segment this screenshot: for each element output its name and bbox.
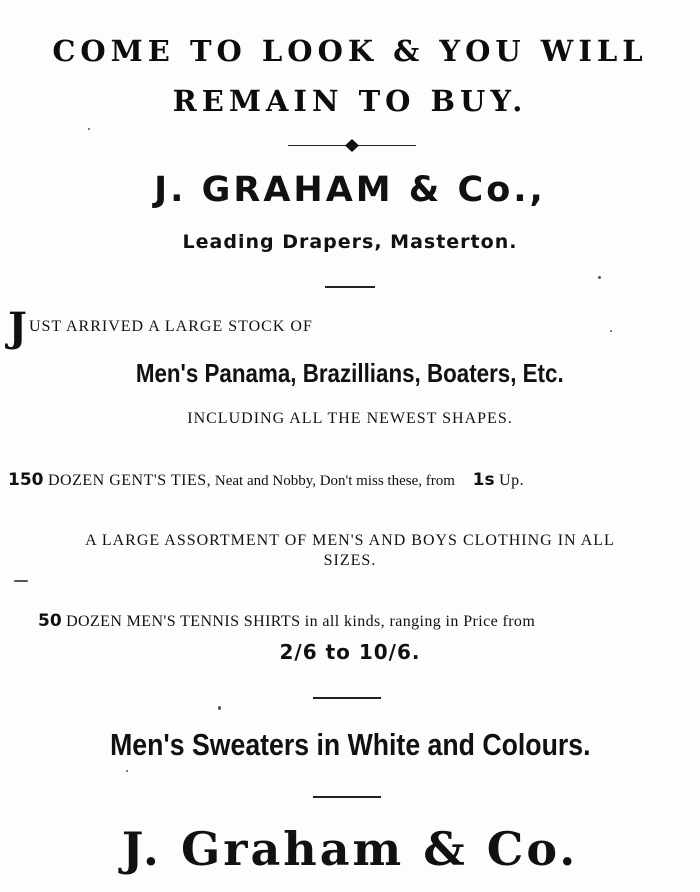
sweaters-line: [0, 727, 700, 763]
assortment-line-2: SIZES.: [323, 552, 377, 569]
print-speck: [218, 706, 221, 710]
hats-text: Men's Panama, Brazillians, Boaters, Etc.: [136, 358, 564, 388]
tennis-price-range: 2/6 to 10/6.: [279, 640, 421, 664]
print-speck: [610, 330, 612, 332]
print-speck: [598, 276, 601, 279]
firm-name: J. GRAHAM & Co.,: [154, 170, 546, 210]
ties-quantity: 150: [8, 470, 44, 490]
arrival-intro: [8, 304, 313, 351]
tennis-text: DOZEN MEN'S TENNIS SHIRTS in all kinds, ranging in Price from: [61, 613, 536, 630]
ties-price: 1s: [472, 470, 495, 490]
headline-line-1: COME TO LOOK & YOU WILL: [52, 34, 648, 68]
print-speck: [14, 580, 28, 582]
ties-text: DOZEN GENT'S TIES,: [43, 472, 212, 489]
diamond-ornament-icon: [345, 139, 359, 152]
ties-suffix: Up.: [494, 472, 525, 489]
arrival-intro-text: UST ARRIVED A LARGE STOCK OF: [28, 318, 313, 335]
drop-cap: J: [8, 304, 27, 351]
ties-detail: Neat and Nobby, Don't miss these, from: [211, 473, 459, 489]
divider-1: [325, 286, 375, 288]
footer-firm-name: J. Graham & Co.: [121, 822, 579, 876]
divider-3: [313, 796, 381, 798]
firm-tagline: Leading Drapers, Masterton.: [182, 231, 518, 253]
divider-2: [313, 697, 381, 699]
tennis-quantity: 50: [38, 611, 62, 631]
print-speck: [126, 770, 128, 772]
ties-offer: [8, 470, 692, 490]
assortment-line-1: A LARGE ASSORTMENT OF MEN'S AND BOYS CLOTHING IN ALL: [85, 532, 615, 549]
newest-shapes: INCLUDING ALL THE NEWEST SHAPES.: [187, 410, 513, 427]
print-speck: [88, 128, 90, 130]
sweaters-text: Men's Sweaters in White and Colours.: [109, 727, 591, 762]
hats-line: [0, 358, 700, 389]
headline-line-2: REMAIN TO BUY.: [172, 84, 528, 118]
tennis-shirts-offer: [38, 611, 535, 631]
